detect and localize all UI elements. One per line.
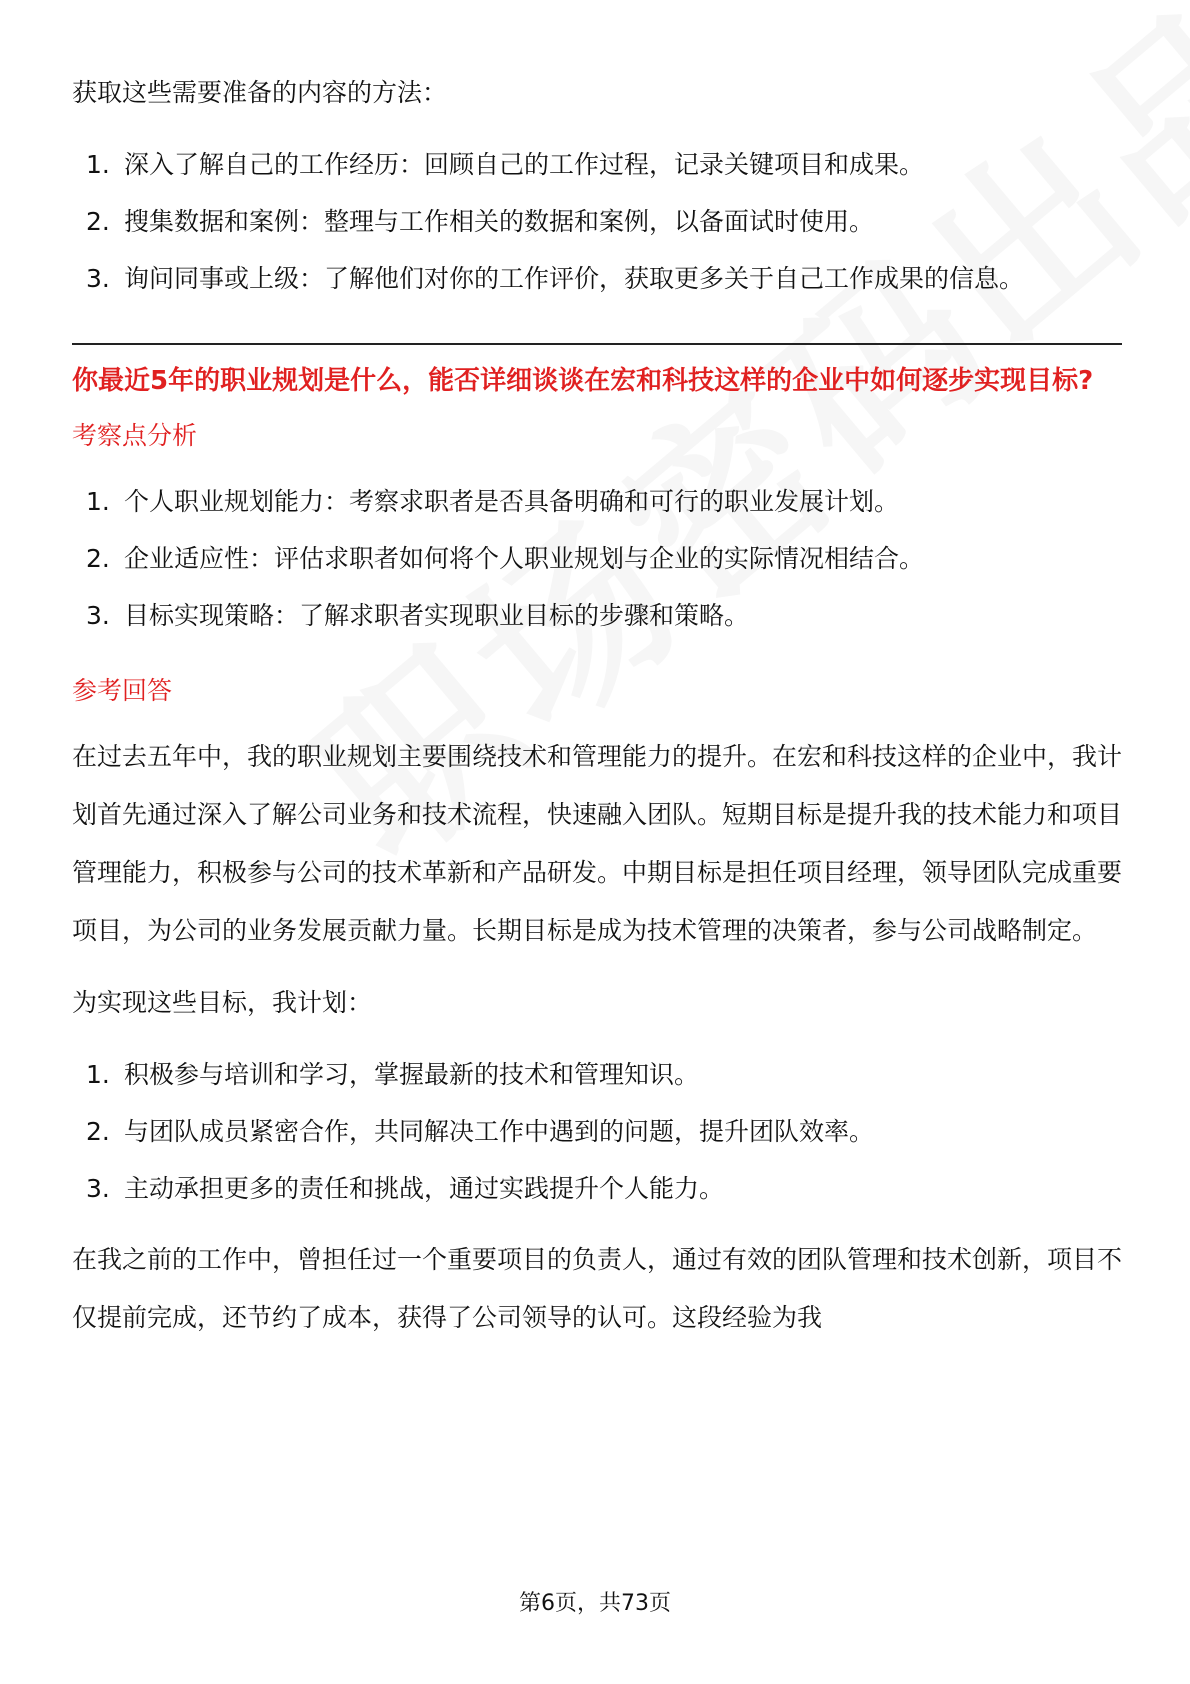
methods-list (72, 136, 1122, 307)
list-item (72, 250, 1122, 307)
list-text: 企业适应性：评估求职者如何将个人职业规划与企业的实际情况相结合。 (124, 544, 925, 573)
list-number: 1. (86, 1060, 110, 1089)
list-text: 目标实现策略：了解求职者实现职业目标的步骤和策略。 (124, 601, 750, 630)
answer-paragraph: 在我之前的工作中，曾担任过一个重要项目的负责人，通过有效的团队管理和技术创新，项目不仅提前完成，还节约了成本，获得了公司领导的认可。这段经验为我 (72, 1245, 1123, 1332)
spacer (72, 960, 1122, 974)
list-text: 询问同事或上级：了解他们对你的工作评价，获取更多关于自己工作成果的信息。 (124, 264, 1025, 293)
list-text: 积极参与培训和学习，掌握最新的技术和管理知识。 (124, 1060, 700, 1089)
plan-intro: 为实现这些目标，我计划： (72, 988, 373, 1017)
list-number: 2. (86, 1117, 110, 1146)
analysis-list (72, 473, 1122, 644)
intro-text: 获取这些需要准备的内容的方法： (72, 78, 448, 107)
section-divider (72, 343, 1122, 345)
answer-paragraph: 在过去五年中，我的职业规划主要围绕技术和管理能力的提升。在宏和科技这样的企业中，我计划首先通过深入了解公司业务和技术流程，快速融入团队。短期目标是提升我的技术能力和项目管理能力，积极参与公司的技术革新和产品研发。中期目标是担任项目经理，领导团队完成重要项目，为公司的业务发展贡献力量。长期目标是成为技术管理的决策者，参与公司战略制定。 (72, 742, 1123, 945)
analysis-heading: 考察点分析 (72, 421, 198, 450)
plan-list (72, 1046, 1122, 1217)
spacer (72, 1217, 1122, 1231)
list-text: 搜集数据和案例：整理与工作相关的数据和案例，以备面试时使用。 (124, 207, 875, 236)
list-number: 3. (86, 1174, 110, 1203)
list-number: 3. (86, 601, 110, 630)
list-item (72, 1103, 1122, 1160)
list-item (72, 1160, 1122, 1217)
list-number: 1. (86, 150, 110, 179)
list-number: 1. (86, 487, 110, 516)
list-item (72, 193, 1122, 250)
list-text: 个人职业规划能力：考察求职者是否具备明确和可行的职业发展计划。 (124, 487, 900, 516)
list-item (72, 1046, 1122, 1103)
list-item (72, 587, 1122, 644)
list-number: 2. (86, 544, 110, 573)
spacer (72, 1032, 1122, 1046)
question-heading: 你最近5年的职业规划是什么，能否详细谈谈在宏和科技这样的企业中如何逐步实现目标? (72, 366, 1094, 396)
list-item (72, 530, 1122, 587)
list-text: 与团队成员紧密合作，共同解决工作中遇到的问题，提升团队效率。 (124, 1117, 875, 1146)
list-item (72, 473, 1122, 530)
answer-heading: 参考回答 (72, 676, 173, 705)
list-number: 2. (86, 207, 110, 236)
list-text: 主动承担更多的责任和挑战，通过实践提升个人能力。 (124, 1174, 725, 1203)
page-number: 第6页，共73页 (519, 1591, 671, 1616)
list-number: 3. (86, 264, 110, 293)
list-item (72, 136, 1122, 193)
page-content (72, 64, 1122, 1347)
list-text: 深入了解自己的工作经历：回顾自己的工作过程，记录关键项目和成果。 (124, 150, 925, 179)
